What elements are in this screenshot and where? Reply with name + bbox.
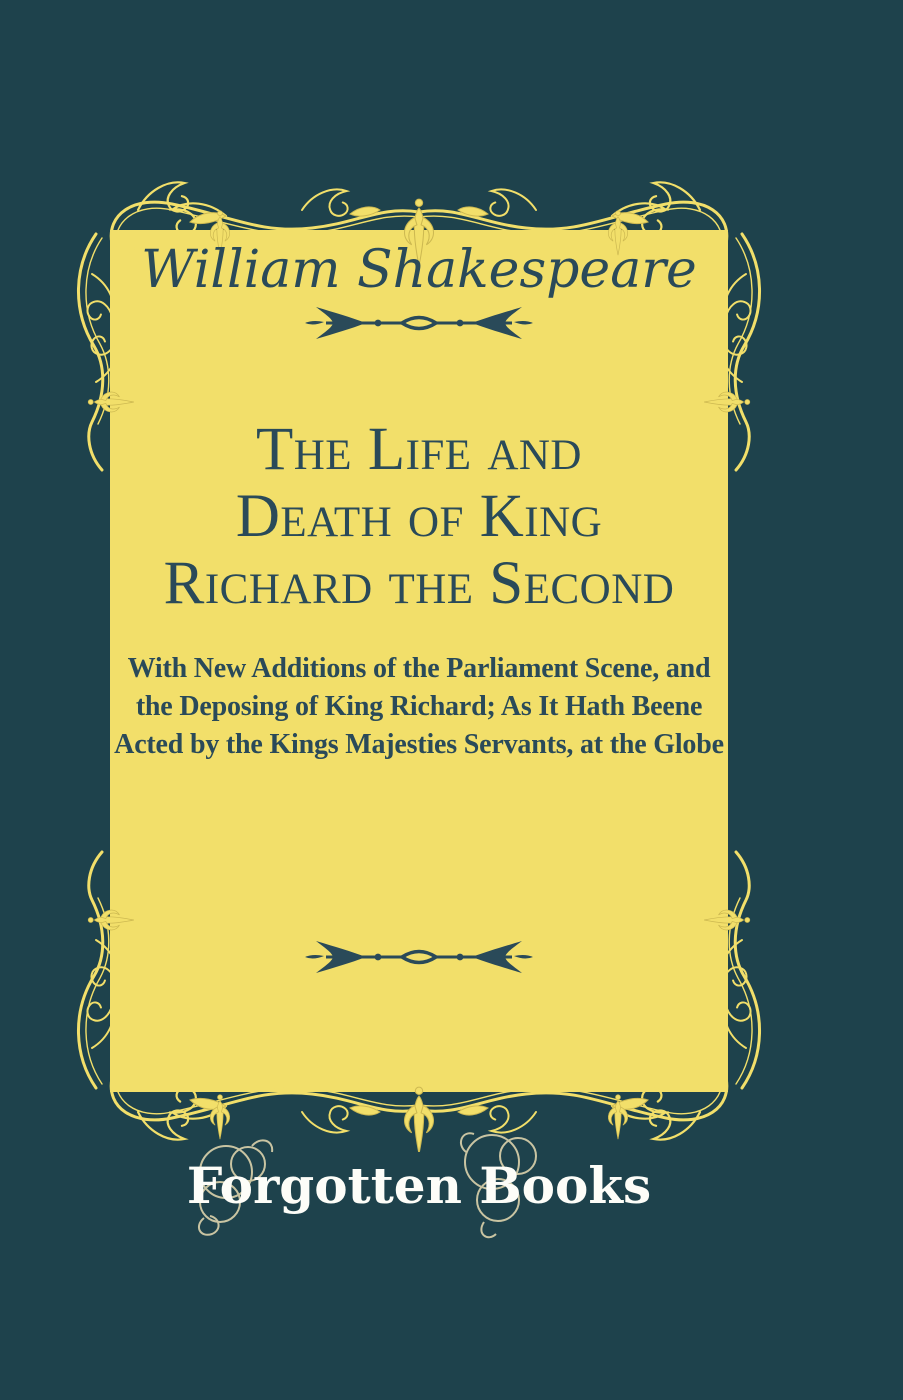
author-name: William Shakespeare: [141, 240, 697, 300]
publisher-logo: Forgotten Books: [186, 1156, 652, 1215]
title-line: The Life and: [255, 416, 582, 483]
subtitle-line: Acted by the Kings Majesties Servants, at the Globe: [114, 729, 724, 760]
title-line: Richard the Second: [163, 550, 675, 617]
subtitle-line: the Deposing of King Richard; As It Hath Beene: [135, 691, 703, 722]
title-line: Death of King: [235, 483, 603, 550]
divider-ornament-top: [304, 305, 534, 341]
book-title: [100, 416, 738, 617]
subtitle-line: With New Additions of the Parliament Scene, and: [127, 653, 711, 684]
book-subtitle: [94, 650, 744, 764]
divider-ornament-bottom: [304, 939, 534, 975]
